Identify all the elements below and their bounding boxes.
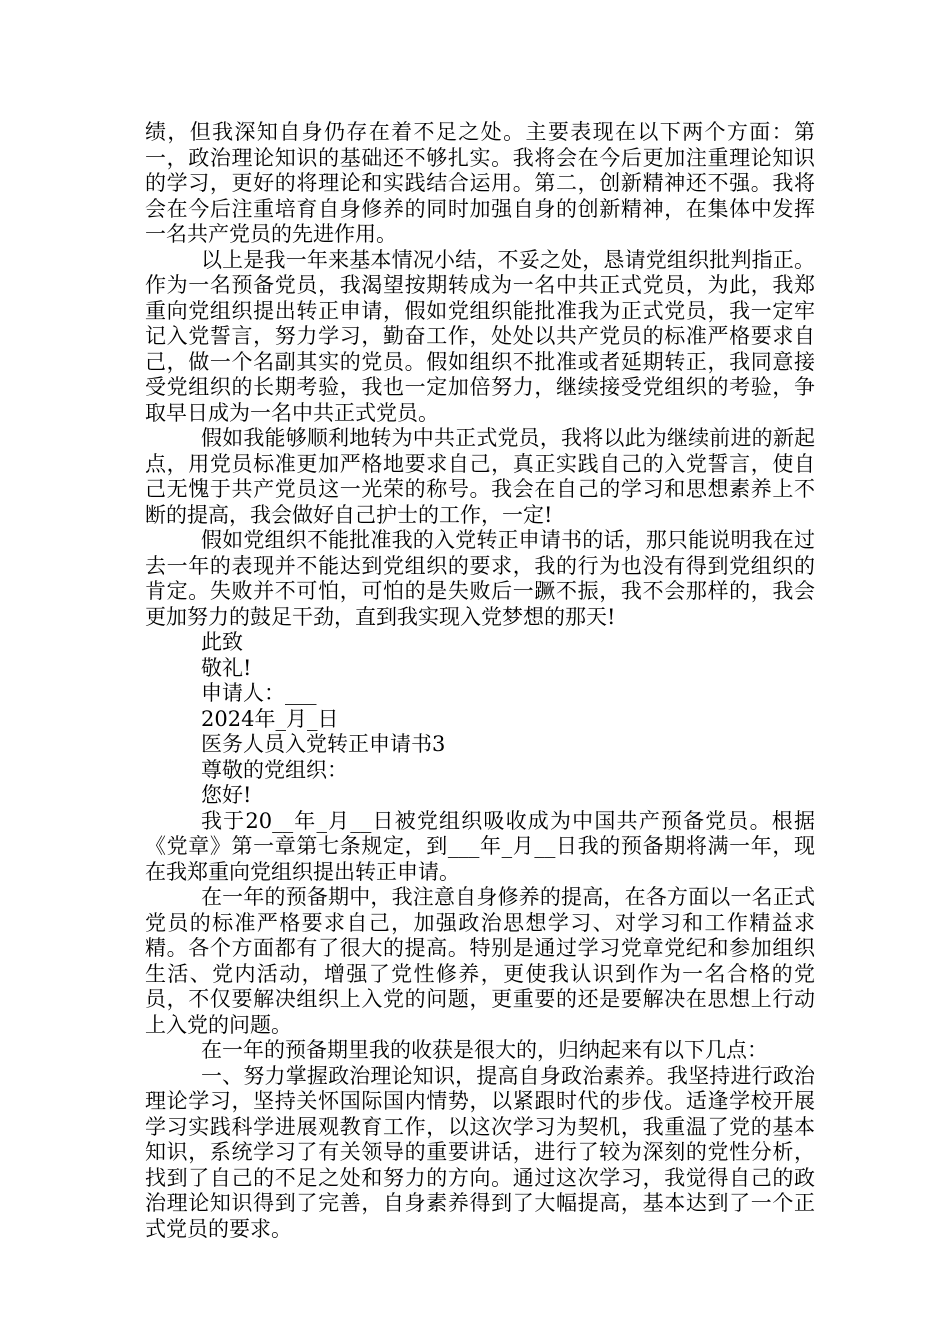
section-title: 医务人员入党转正申请书3 bbox=[201, 732, 446, 756]
paragraph-shortcomings: 绩，但我深知自身仍存在着不足之处。主要表现在以下两个方面：第一，政治理论知识的基础还不够扎实。我将会在今后更加注重理论知识的学习，更好的将理论和实践结合运用。第二，创新精神还不强。我将会在今后注重培育自身修养的同时加强自身的创新精神，在集体中发挥一名共产党员的先进作用。 bbox=[145, 120, 815, 246]
document-body bbox=[145, 120, 815, 1242]
paragraph-point-one: 一、努力掌握政治理论知识，提高自身政治素养。我坚持进行政治理论学习，坚持关怀国际国内情势，以紧跟时代的步伐。适逢学校开展学习实践科学进展观教育工作，以这次学习为契机，我重温了党的基本知识，系统学习了有关领导的重要讲话，进行了较为深刻的党性分析，找到了自己的不足之处和努力的方向。通过这次学习，我觉得自己的政治理论知识得到了完善，自身素养得到了大幅提高，基本达到了一个正式党员的要求。 bbox=[145, 1063, 815, 1241]
paragraph-probation: 在一年的预备期中，我注意自身修养的提高，在各方面以一名正式党员的标准严格要求自己，加强政治思想学习、对学习和工作精益求精。各个方面都有了很大的提高。特别是通过学习党章党纪和参加组织生活、党内活动，增强了党性修养，更使我认识到作为一名合格的党员，不仅要解决组织上入党的问题，更重要的还是要解决在思想上行动上入党的问题。 bbox=[145, 885, 815, 1037]
paragraph-gains-intro: 在一年的预备期里我的收获是很大的，归纳起来有以下几点： bbox=[201, 1038, 768, 1062]
salutation: 尊敬的党组织： bbox=[201, 757, 348, 782]
date-line: 2024年_月_日 bbox=[201, 706, 339, 731]
paragraph-summary: 以上是我一年来基本情况小结，不妥之处，恳请党组织批判指正。作为一名预备党员，我渴望按期转成为一名中共正式党员，为此，我郑重向党组织提出转正申请，假如党组织能批准我为正式党员，我一定牢记入党誓言，努力学习，勤奋工作，处处以共产党员的标准严格要求自己，做一个名副其实的党员。假如组织不批准或者延期转正，我同意接受党组织的长期考验，我也一定加倍努力，继续接受党组织的考验，争取早日成为一名中共正式党员。 bbox=[145, 247, 815, 425]
closing-jingli: 敬礼! bbox=[201, 655, 252, 680]
paragraph-if-rejected: 假如党组织不能批准我的入党转正申请书的话，那只能说明我在过去一年的表现并不能达到党组织的要求，我的行为也没有得到党组织的肯定。失败并不可怕，可怕的是失败后一蹶不振，我不会那样的，我会更加努力的鼓足干劲，直到我实现入党梦想的那天! bbox=[145, 528, 815, 629]
paragraph-if-approved: 假如我能够顺利地转为中共正式党员，我将以此为继续前进的新起点，用党员标准更加严格地要求自己，真正实践自己的入党誓言，使自己无愧于共产党员这一光荣的称号。我会在自己的学习和思想素养上不断的提高，我会做好自己护士的工作，一定! bbox=[145, 426, 815, 527]
closing-cizhi: 此致 bbox=[201, 630, 243, 654]
paragraph-admission: 我于20__年_月__日被党组织吸收成为中国共产预备党员。根据《党章》第一章第七条规定，到___年_月__日我的预备期将满一年，现在我郑重向党组织提出转正申请。 bbox=[145, 808, 815, 884]
greeting: 您好! bbox=[201, 783, 252, 807]
applicant-line: 申请人：___ bbox=[201, 681, 317, 705]
